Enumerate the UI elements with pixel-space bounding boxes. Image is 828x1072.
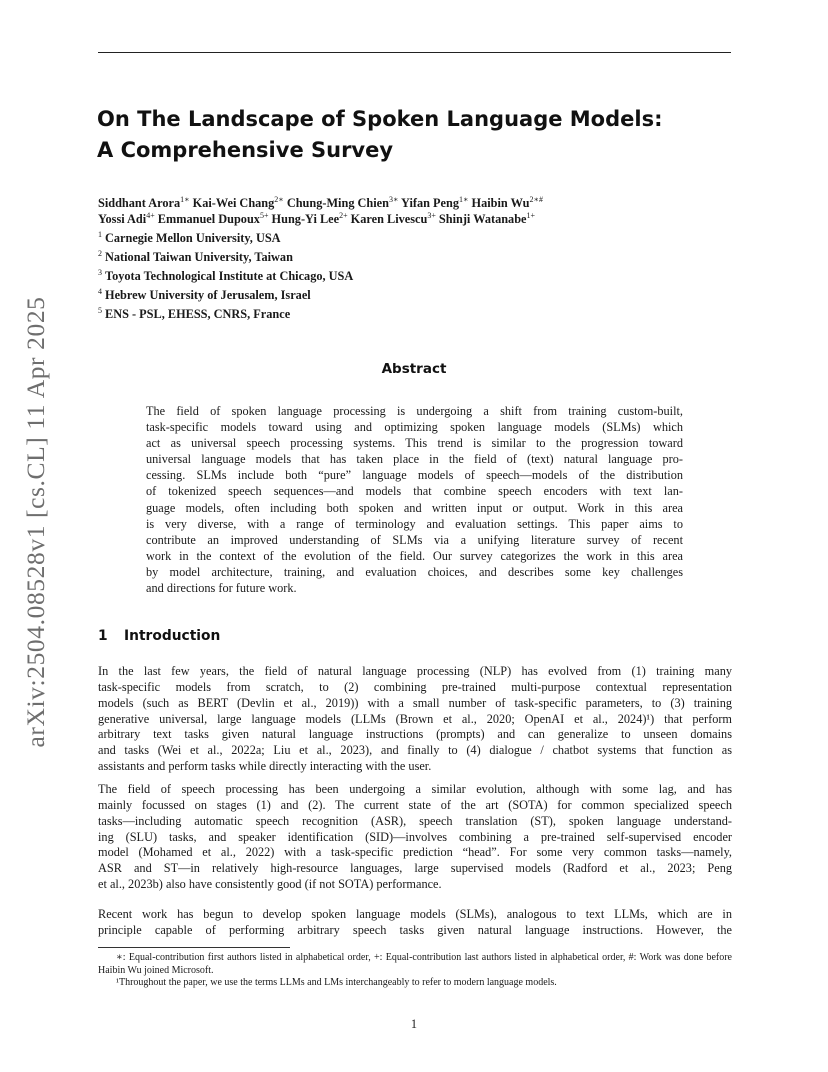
arxiv-id: arXiv:2504.08528v1 [cs.CL] 11 Apr 2025 [21, 296, 50, 748]
page-number: 1 [410, 1017, 418, 1031]
author-line [98, 211, 738, 227]
author [158, 212, 269, 226]
text-line: task-specific models from scratch, to (2) combining pre-trained multi-purpose contextual representation [98, 679, 732, 694]
affiliation-name: National Taiwan University, Taiwan [105, 250, 293, 265]
author-line [98, 195, 738, 211]
author-mark: 5+ [259, 210, 269, 220]
affiliation-number: 4 [98, 287, 102, 297]
abstract-line: task-specific models toward using and optimizing spoken language models (SLMs) which [146, 420, 683, 435]
text-line: tasks—including automatic speech recognition (ASR), speech translation (ST), spoken language understand- [98, 813, 732, 828]
affiliation [98, 265, 738, 284]
author-mark: 2+ [339, 210, 348, 220]
affiliation-number: 5 [98, 306, 102, 316]
abstract-line: cessing. SLMs include both “pure” language models of speech—models of the distribution [146, 468, 683, 483]
author-mark: 2∗# [529, 194, 543, 204]
section-number: 1 [98, 628, 108, 644]
affiliation-number: 1 [98, 230, 102, 239]
author-mark: 1+ [526, 210, 536, 220]
body-paragraph [98, 664, 732, 775]
author [98, 196, 190, 210]
affiliation-name: ENS - PSL, EHESS, CNRS, France [105, 307, 291, 322]
abstract-body [146, 403, 683, 596]
footnote-rule [98, 947, 290, 948]
affiliation-number: 2 [98, 249, 102, 259]
abstract-line: is very diverse, with a range of terminology and evaluation settings. This paper aims to [146, 516, 683, 531]
text-line: In the last few years, the field of natural language processing (NLP) has evolved from (1) training many [98, 664, 732, 678]
footnotes [98, 952, 732, 990]
body-paragraph [98, 782, 732, 893]
abstract-line: of tokenized speech sequences—and models that combine speech encoders with text lan- [146, 484, 683, 499]
author [98, 212, 155, 226]
abstract-heading: Abstract [381, 361, 447, 377]
author-block [98, 195, 738, 322]
abstract-line: guage models, often including both spoken and written input or output. Work in this area [146, 500, 683, 515]
footnote: ∗: Equal-contribution first authors listed in alphabetical order, +: Equal-contribution last authors listed in alphabetical order, #: Work was done before Haibin Wu joined Microsoft. [98, 952, 732, 976]
affiliation-name: Hebrew University of Jerusalem, Israel [105, 288, 311, 303]
text-line: et al., 2023b) also have consistently good (if not SOTA) performance. [98, 877, 442, 892]
paper-title [97, 104, 737, 166]
author-name: Hung-Yi Lee [271, 212, 340, 226]
text-line: models (such as BERT (Devlin et al., 2019)) with a small number of task-specific parameters, to (3) training [98, 695, 732, 710]
text-line: arbitrary text tasks given natural language instructions (prompts) and can generalize to unseen domains [98, 727, 732, 742]
title-line: A Comprehensive Survey [97, 138, 394, 162]
text-line: principle capable of performing arbitrary speech tasks given natural language instructions. However, the [98, 922, 732, 937]
author [272, 212, 348, 226]
abstract-line: and directions for future work. [146, 581, 297, 596]
affiliation-number: 3 [98, 268, 102, 278]
footnote: ¹Throughout the paper, we use the terms LLMs and LMs interchangeably to refer to modern language models. [116, 977, 557, 988]
affiliation [98, 227, 738, 246]
author-name: Shinji Watanabe [438, 212, 527, 226]
abstract-line: act as universal speech processing systems. This trend is similar to the progression toward [146, 436, 683, 451]
affiliation [98, 284, 738, 303]
affiliation-name: Carnegie Mellon University, USA [105, 231, 281, 246]
author-name: Yifan Peng [401, 196, 460, 210]
text-line: generative universal, large language models (LLMs (Brown et al., 2020; OpenAI et al., 2024)¹) that perform [98, 711, 732, 726]
affiliation [98, 303, 738, 322]
author-name: Chung-Ming Chien [286, 196, 389, 210]
text-line: mainly focussed on stages (1) and (2). The current state of the art (SOTA) for common specialized speech [98, 797, 732, 812]
author-name: Siddhant Arora [98, 196, 181, 210]
abstract-line: contribute an improved understanding of SLMs via a unifying literature survey of recent [146, 532, 683, 547]
section-heading [98, 628, 220, 644]
author-name: Haibin Wu [471, 196, 530, 210]
affiliation [98, 246, 738, 265]
author-mark: 3+ [427, 210, 436, 220]
text-line: ASR and ST—in relatively high-resource languages, large supervised models (Radford et al., 2023; Peng [98, 861, 732, 876]
author [401, 196, 468, 210]
author-mark: 1∗ [459, 194, 469, 204]
author [351, 212, 436, 226]
title-line: On The Landscape of Spoken Language Models: [97, 107, 663, 131]
author-mark: 4+ [146, 210, 155, 220]
text-line: model (Mohamed et al., 2022) with a task-specific prediction “head”. For some very common tasks—namely, [98, 845, 732, 860]
author-name: Kai-Wei Chang [192, 196, 275, 210]
section-title: Introduction [124, 628, 221, 644]
abstract-line: The field of spoken language processing is undergoing a shift from training custom-built, [146, 404, 683, 418]
affiliation-name: Toyota Technological Institute at Chicago, USA [105, 269, 354, 284]
body-paragraph [98, 907, 732, 939]
author-mark: 3∗ [388, 194, 399, 204]
text-line: and tasks (Wei et al., 2022a; Liu et al., 2023), and finally to (4) dialogue / chatbot systems that function as [98, 743, 732, 758]
author [472, 196, 543, 210]
author-name: Karen Livescu [350, 212, 428, 226]
author [287, 196, 399, 210]
text-line: ing (SLU) tasks, and speaker identification (SID)—involves combining a pre-trained self-supervised encoder [98, 829, 732, 844]
author-name: Yossi Adi [98, 212, 147, 226]
abstract-line: by model architecture, training, and evaluation choices, and describes some key challenges [146, 564, 683, 579]
abstract-line: work in the context of the evolution of the field. Our survey categorizes the work in this area [146, 548, 683, 563]
text-line: Recent work has begun to develop spoken language models (SLMs), analogous to text LLMs, which are in [98, 907, 732, 921]
top-rule [98, 52, 731, 53]
author [193, 196, 284, 210]
abstract-line: universal language models that has taken place in the field of (text) natural language pro- [146, 452, 683, 467]
author-mark: 2∗ [274, 194, 284, 204]
author-name: Emmanuel Dupoux [157, 212, 260, 226]
text-line: The field of speech processing has been undergoing a similar evolution, although with some lag, and has [98, 782, 732, 796]
author [439, 212, 535, 226]
author-mark: 1∗ [180, 194, 190, 204]
text-line: assistants and perform tasks while directly interacting with the user. [98, 759, 432, 774]
